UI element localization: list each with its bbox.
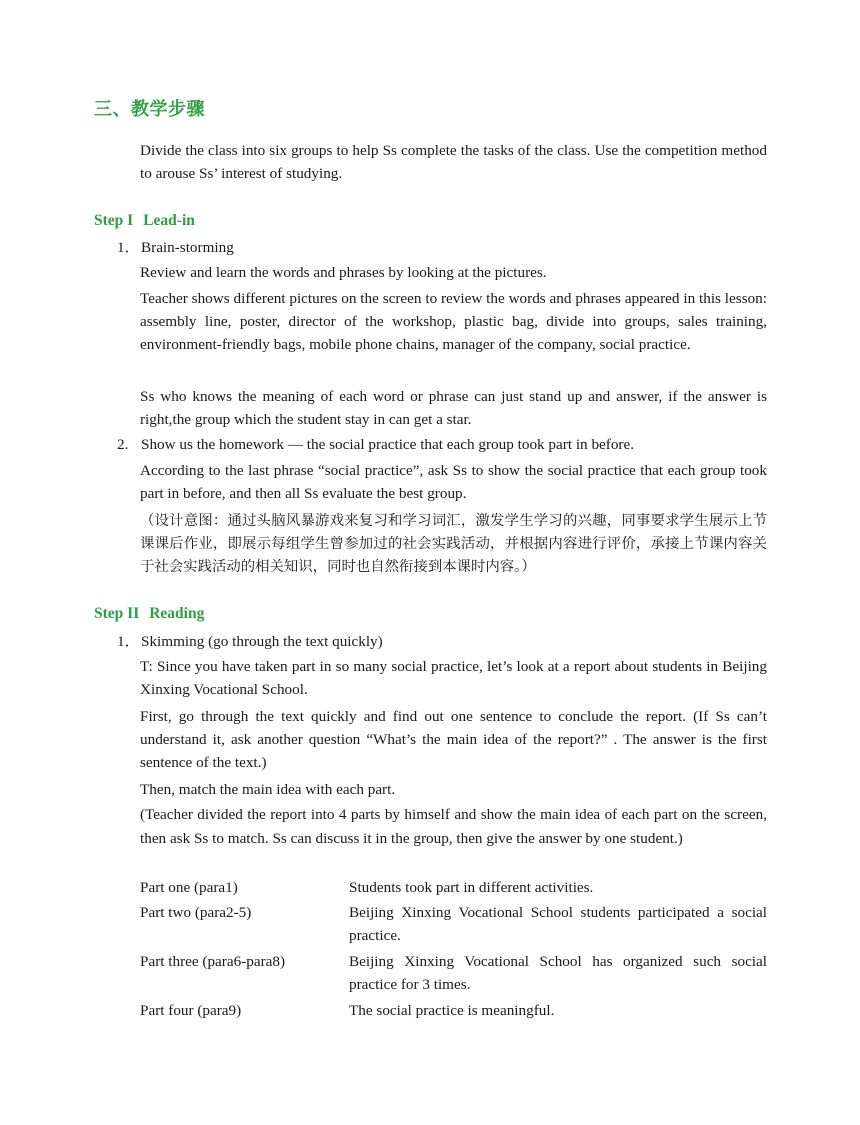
step2-item1-num: 1． (117, 633, 140, 650)
part-idea: Beijing Xinxing Vocational School has organized such social practice for 3 times. (349, 953, 767, 993)
part-name: Part one (para1) (140, 879, 238, 896)
step1-item1-title: Brain-storming (141, 239, 234, 256)
part-name: Part four (para9) (140, 1002, 242, 1019)
step1-item1-p2: Teacher shows different pictures on the screen to review the words and phrases appeared in this lesson: assembly line, poster, director of the workshop, plastic bag, divide into groups, sales training, environment-friendly bags, mobile phone chains, manager of the company, social practice. (140, 290, 767, 353)
part-idea: The social practice is meaningful. (349, 1002, 555, 1019)
part-name: Part three (para6-para8) (140, 953, 286, 970)
step1-item2-title: Show us the homework — the social practice that each group took part in before. (141, 436, 635, 453)
step1-item2-p1: According to the last phrase “social practice”, ask Ss to show the social practice that each group took part in before, and then all Ss evaluate the best group. (140, 462, 767, 502)
step1-item1-p1: Review and learn the words and phrases by looking at the pictures. (140, 264, 547, 281)
step2-item1-p4: (Teacher divided the report into 4 parts by himself and show the main idea of each part on the screen, then ask Ss to match. Ss can discuss it in the group, then give the answer by one student.) (140, 806, 767, 847)
step2-item1-p1: T: Since you have taken part in so many social practice, let’s look at a report about students in Beijing Xinxing Vocational School. (140, 658, 767, 698)
step2-item1-heading (117, 630, 383, 653)
step2-item1-title: Skimming (go through the text quickly) (141, 633, 383, 650)
intro-paragraph: Divide the class into six groups to help Ss complete the tasks of the class. Use the competition method to arouse Ss’ interest of studying. (140, 142, 767, 182)
step1-design-note: （设计意图：通过头脑风暴游戏来复习和学习词汇，激发学生学习的兴趣，同事要求学生展示上节课课后作业，即展示每组学生曾参加过的社会实践活动，并根据内容进行评价，承接上节课内容关于社会实践活动的相关知识，同时也自然衔接到本课时内容。） (140, 513, 767, 575)
step1-heading (94, 212, 195, 230)
step1-item1-p3: Ss who knows the meaning of each word or phrase can just stand up and answer, if the answer is right,the group which the student stay in can get a star. (140, 388, 767, 428)
step1-title: Lead-in (143, 212, 195, 229)
step2-title: Reading (149, 605, 205, 622)
part-idea: Students took part in different activities. (349, 879, 594, 896)
step1-label: Step I (94, 212, 134, 229)
step2-heading (94, 605, 204, 623)
step2-item1-p2: First, go through the text quickly and find out one sentence to conclude the report. (If Ss can’t understand it, ask another question “What’s the main idea of the report?” . The answer is the first sentence of the text.) (140, 708, 767, 771)
step1-item2-heading (117, 433, 634, 456)
section-title: 三、教学步骤 (94, 99, 205, 120)
step2-label: Step II (94, 605, 140, 622)
part-idea: Beijing Xinxing Vocational School students participated a social practice. (349, 904, 767, 944)
step1-item1-num: 1． (117, 239, 140, 256)
step2-item1-p3: Then, match the main idea with each part. (140, 781, 396, 798)
part-name: Part two (para2-5) (140, 904, 252, 921)
step1-item2-num: 2. (117, 436, 129, 453)
step1-item1-heading (117, 236, 234, 259)
